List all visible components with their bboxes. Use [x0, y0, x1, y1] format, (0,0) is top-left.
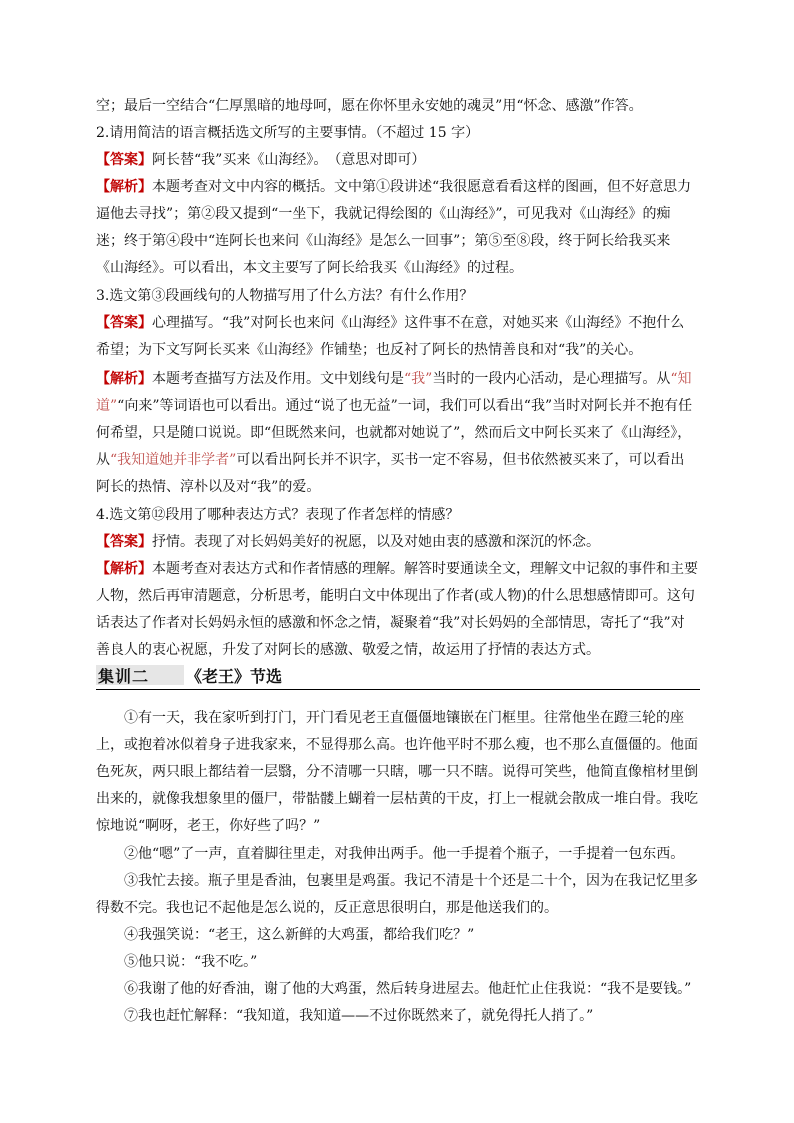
passage-paragraph: ③我忙去接。瓶子里是香油，包裹里是鸡蛋。我记不清是十个还是二十个，因为在我记忆里多得数不完。我也记不起他是怎么说的，反正意思很明白，那是他送我们的。: [96, 873, 698, 916]
question-4: [96, 502, 698, 529]
answer-text: 心理描写。“我”对阿长也来问《山海经》这件事不在意，对她买来《山海经》不抱什么希望；为下文写阿长买来《山海经》作铺垫；也反衬了阿长的热情善良和对“我”的关心。: [96, 315, 685, 358]
highlighted-quote: “我知道她并非学者”: [110, 452, 237, 468]
passage-paragraph: ②他“嗯”了一声，直着脚往里走，对我伸出两手。他一手提着个瓶子，一手提着一包东西。: [124, 846, 685, 862]
question-4-answer: [96, 529, 698, 556]
question-4-analysis: [96, 556, 698, 664]
analysis-text: 当时的一段内心活动，是心理描写。从: [432, 371, 671, 387]
section-title: 《老王》节选: [186, 667, 283, 686]
text-line: 空；最后一空结合“仁厚黑暗的地母呵，愿在你怀里永安她的魂灵”用“怀念、感激”作答。: [96, 98, 643, 114]
passage-paragraph: ⑥我谢了他的好香油，谢了他的大鸡蛋，然后转身进屋去。他赶忙止住我说：“我不是要钱。”: [124, 981, 692, 997]
continued-answer-line: [96, 93, 698, 120]
question-2: [96, 120, 698, 147]
analysis-text: 本题考查描写方法及作用。文中划线句是: [152, 371, 404, 387]
question-2-answer: [96, 147, 698, 174]
passage-paragraph: ⑦我也赶忙解释：“我知道，我知道——不过你既然来了，就免得托人捎了。”: [124, 1008, 594, 1024]
section-heading: [96, 663, 700, 690]
analysis-tag: 【解析】: [96, 371, 152, 387]
question-text: 2.请用简洁的语言概括选文所写的主要事情。（不超过 15 字）: [96, 125, 480, 141]
analysis-text: “向来”等词语也可以看出。通过“说了也无益”一词，我们可以看出“我”当时对阿长并不抱有任何希望，只是随口说说。即“但既然来问，也就都对她说了”，然而后文中阿长买来了《山海经》，从: [96, 398, 693, 468]
analysis-text: 可以看出阿长并不识字，买书一定不容易，但书依然被买来了，可以看出阿长的热情、淳朴以及对“我”的爱。: [96, 452, 685, 495]
analysis-text: 本题考查对文中内容的概括。文中第①段讲述“我很愿意看看这样的图画，但不好意思力逼他去寻找”；第②段又提到“一坐下，我就记得绘图的《山海经》”，可见我对《山海经》的痴迷；终于第④段中“连阿长也来问《山海经》是怎么一回事”；第⑤至⑧段，终于阿长给我买来《山海经》。可以看出，本文主要写了阿长给我买《山海经》的过程。: [96, 179, 692, 276]
answer-tag: 【答案】: [96, 152, 152, 168]
answer-text: 阿长替“我”买来《山海经》。 （意思对即可）: [152, 152, 426, 168]
question-2-analysis: [96, 174, 698, 282]
analysis-text: 本题考查对表达方式和作者情感的理解。解答时要通读全文，理解文中记叙的事件和主要人物，然后再审清题意，分析思考，能明白文中体现出了作者(或人物)的什么思想感情即可。这句话表达了作者对长妈妈永恒的感激和怀念之情，凝聚着“我”对长妈妈的全部情思，寄托了“我”对善良人的衷心祝愿，升发了对阿长的感激、敬爱之情，故运用了抒情的表达方式。: [96, 561, 698, 658]
answer-tag: 【答案】: [96, 534, 152, 550]
question-3-analysis: [96, 366, 698, 501]
question-text: 3.选文第③段画线句的人物描写用了什么方法？有什么作用？: [96, 288, 474, 304]
analysis-tag: 【解析】: [96, 561, 152, 577]
answer-tag: 【答案】: [96, 315, 152, 331]
highlighted-quote: “我”: [404, 371, 433, 387]
analysis-tag: 【解析】: [96, 179, 152, 195]
passage-paragraph: ⑤他只说：“我不吃。”: [124, 954, 258, 970]
answer-text: 抒情。表现了对长妈妈美好的祝愿，以及对她由衷的感激和深沉的怀念。: [152, 534, 600, 550]
passage-paragraph: ④我强笑说：“老王，这么新鲜的大鸡蛋，都给我们吃？”: [124, 927, 475, 943]
section-label: 集训二: [98, 667, 150, 686]
question-text: 4.选文第⑫段用了哪种表达方式？表现了作者怎样的情感？: [96, 507, 460, 523]
question-3-answer: [96, 310, 698, 364]
highlighted-quote: “知道”: [96, 371, 692, 414]
passage-paragraph: ①有一天，我在家听到打门，开门看见老王直僵僵地镶嵌在门框里。往常他坐在蹬三轮的座上，或抱着冰似着身子进我家来，不显得那么高。也许他平时不那么瘦，也不那么直僵僵的。他面色死灰，两只眼上都结着一层翳，分不清哪一只瞎，哪一只不瞎。说得可笑些，他简直像棺材里倒出来的，就像我想象里的僵尸，带骷髅上蝴着一层枯黄的干皮，打上一棍就会散成一堆白骨。我吃惊地说“啊呀，老王，你好些了吗？”: [96, 710, 698, 834]
question-3: [96, 283, 698, 310]
